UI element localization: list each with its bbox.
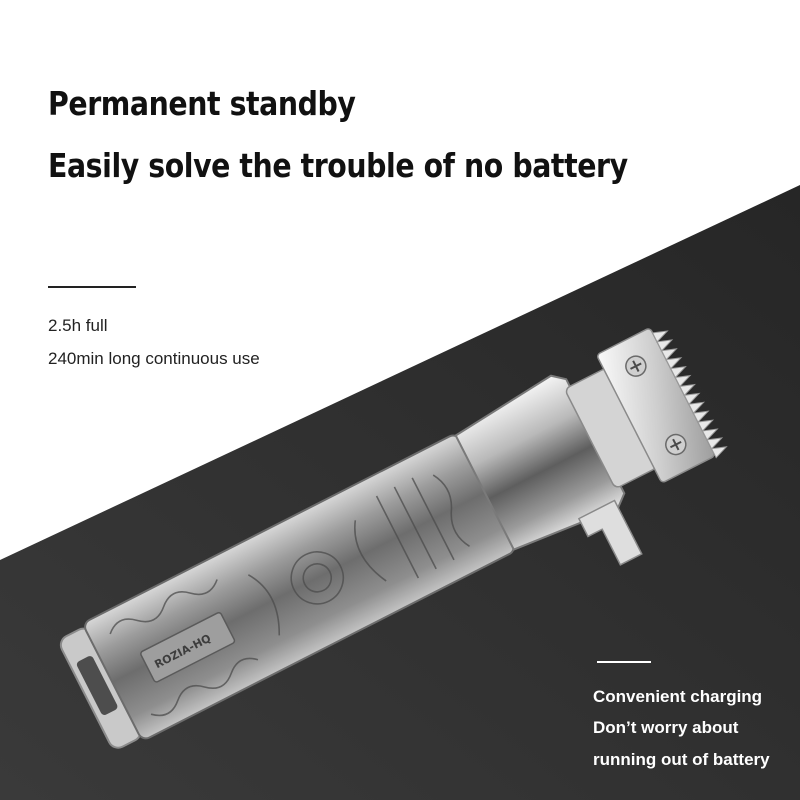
charging-note-line-1: Convenient charging	[593, 687, 763, 706]
headline-line-1: Permanent standby	[48, 84, 356, 123]
clipper-body	[82, 433, 516, 741]
charging-note-line-3: running out of battery	[593, 750, 770, 769]
divider-bottom	[597, 661, 651, 663]
headline-line-2: Easily solve the trouble of no battery	[48, 146, 628, 185]
spec-runtime: 240min long continuous use	[48, 349, 260, 368]
divider-top	[48, 286, 136, 288]
clipper-body-label: ROZIA-HQ	[152, 631, 214, 672]
charging-note-line-2: Don’t worry about	[593, 718, 739, 737]
spec-charge-time: 2.5h full	[48, 316, 108, 335]
